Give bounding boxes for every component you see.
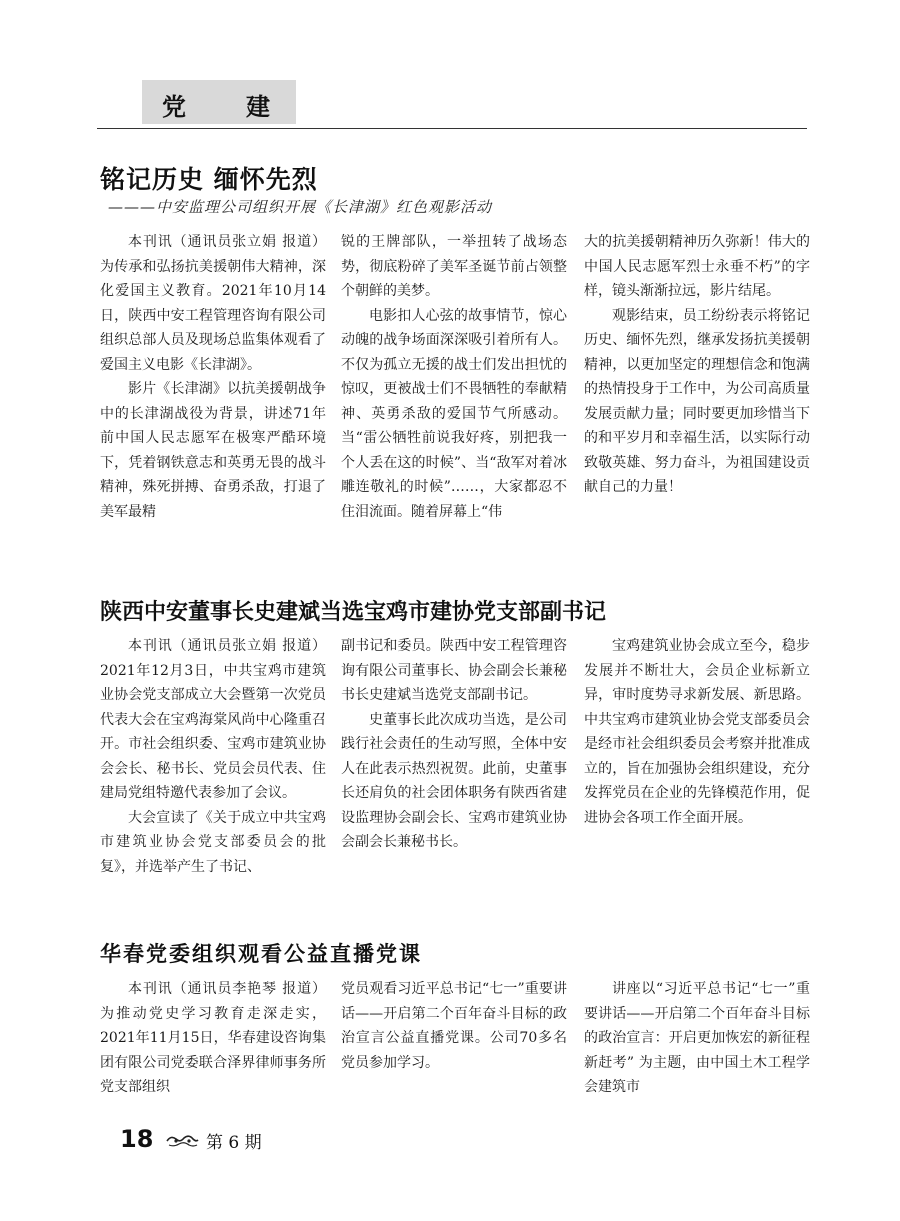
paragraph: 本刊讯（通讯员张立娟 报道）为传承和弘扬抗美援朝伟大精神，深化爱国主义教育。2021年10月14日，陕西中安工程管理咨询有限公司组织总部人员及现场总监集体观看了爱国主义电影《长津湖》。 [100,234,326,373]
article2-title: 陕西中安董事长史建斌当选宝鸡市建协党支部副书记 [100,600,607,625]
paragraph: 副书记和委员。陕西中安工程管理咨询有限公司董事长、协会副会长兼秘书长史建斌当选党支部副书记。 [341,638,567,703]
article3-column-3 [584,977,810,1101]
article1-title: 铭记历史 缅怀先烈 [100,165,318,194]
paragraph: 本刊讯（通讯员李艳琴 报道）为推动党史学习教育走深走实，2021年11月15日，华春建设咨询集团有限公司党委联合泽界律师事务所党支部组织 [100,981,326,1095]
paragraph: 史董事长此次成功当选，是公司践行社会责任的生动写照，全体中安人在此表示热烈祝贺。此前，史董事长还肩负的社会团体职务有陕西省建设监理协会副会长、宝鸡市建筑业协会副会长兼秘书长。 [341,711,567,850]
paragraph: 大的抗美援朝精神历久弥新！伟大的中国人民志愿军烈士永垂不朽”的字样，镜头渐渐拉远，影片结尾。 [584,234,810,299]
article2-column-1 [100,634,326,928]
article3-column-2 [341,977,567,1101]
article3-title: 华春党委组织观看公益直播党课 [100,942,422,966]
section-char-1: 党 [162,93,186,121]
paragraph: 宝鸡建筑业协会成立至今，稳步发展并不断壮大，会员企业标新立异，审时度势寻求新发展、新思路。中共宝鸡市建筑业协会党支部委员会是经市社会组织委员会考察并批准成立的，旨在加强协会组织建设，充分发挥党员在企业的先锋模范作用，促进协会各项工作全面开展。 [584,638,810,826]
page-number: 18 [120,1125,154,1153]
paragraph: 党员观看习近平总书记“七一”重要讲话——开启第二个百年奋斗目标的政治宣言公益直播党课。公司70多名党员参加学习。 [341,981,567,1071]
article1-column-3 [584,230,810,572]
section-char-2: 建 [246,93,270,121]
section-tab [142,80,296,124]
paragraph: 本刊讯（通讯员张立娟 报道）2021年12月3日，中共宝鸡市建筑业协会党支部成立大会暨第一次党员代表大会在宝鸡海棠风尚中心隆重召开。市社会组织委、宝鸡市建筑业协会会长、秘书长、党员会员代表、住建局党组特邀代表参加了会议。 [100,638,326,801]
article1-column-2 [341,230,567,572]
paragraph: 锐的王牌部队，一举扭转了战场态势，彻底粉碎了美军圣诞节前占领整个朝鲜的美梦。 [341,234,567,299]
header-divider [97,128,807,129]
ornament-icon [165,1133,199,1149]
paragraph: 影片《长津湖》以抗美援朝战争中的长津湖战役为背景，讲述71年前中国人民志愿军在极寒严酷环境下，凭着钢铁意志和英勇无畏的战斗精神，殊死拼搏、奋勇杀敌，打退了美军最精 [100,381,326,520]
article2-column-2 [341,634,567,928]
issue-label: 第 6 期 [206,1133,262,1153]
paragraph: 观影结束，员工纷纷表示将铭记历史、缅怀先烈，继承发扬抗美援朝精神，以更加坚定的理想信念和饱满的热情投身于工作中，为公司高质量发展贡献力量；同时要更加珍惜当下的和平岁月和幸福生活，以实际行动致敬英雄、努力奋斗，为祖国建设贡献自己的力量！ [584,307,810,495]
article1-subtitle: ———中安监理公司组织开展《长津湖》红色观影活动 [108,198,493,216]
paragraph: 电影扣人心弦的故事情节，惊心动魄的战争场面深深吸引着所有人。不仅为孤立无援的战士们发出担忧的惊叹，更被战士们不畏牺牲的奉献精神、英勇杀敌的爱国节气所感动。当“雷公牺牲前说我好疼，别把我一个人丢在这的时候”、当“敌军对着冰雕连敬礼的时候”……，大家都忍不住泪流面。随着屏幕上“伟 [341,307,567,520]
article2-column-3 [584,634,810,928]
article3-column-1 [100,977,326,1101]
paragraph: 大会宣读了《关于成立中共宝鸡市建筑业协会党支部委员会的批复》，并选举产生了书记、 [100,809,326,875]
article1-column-1 [100,230,326,572]
paragraph: 讲座以“习近平总书记“七一”重要讲话——开启第二个百年奋斗目标的政治宣言：开启更加恢宏的新征程新赶考” 为主题，由中国土木工程学会建筑市 [584,981,810,1095]
